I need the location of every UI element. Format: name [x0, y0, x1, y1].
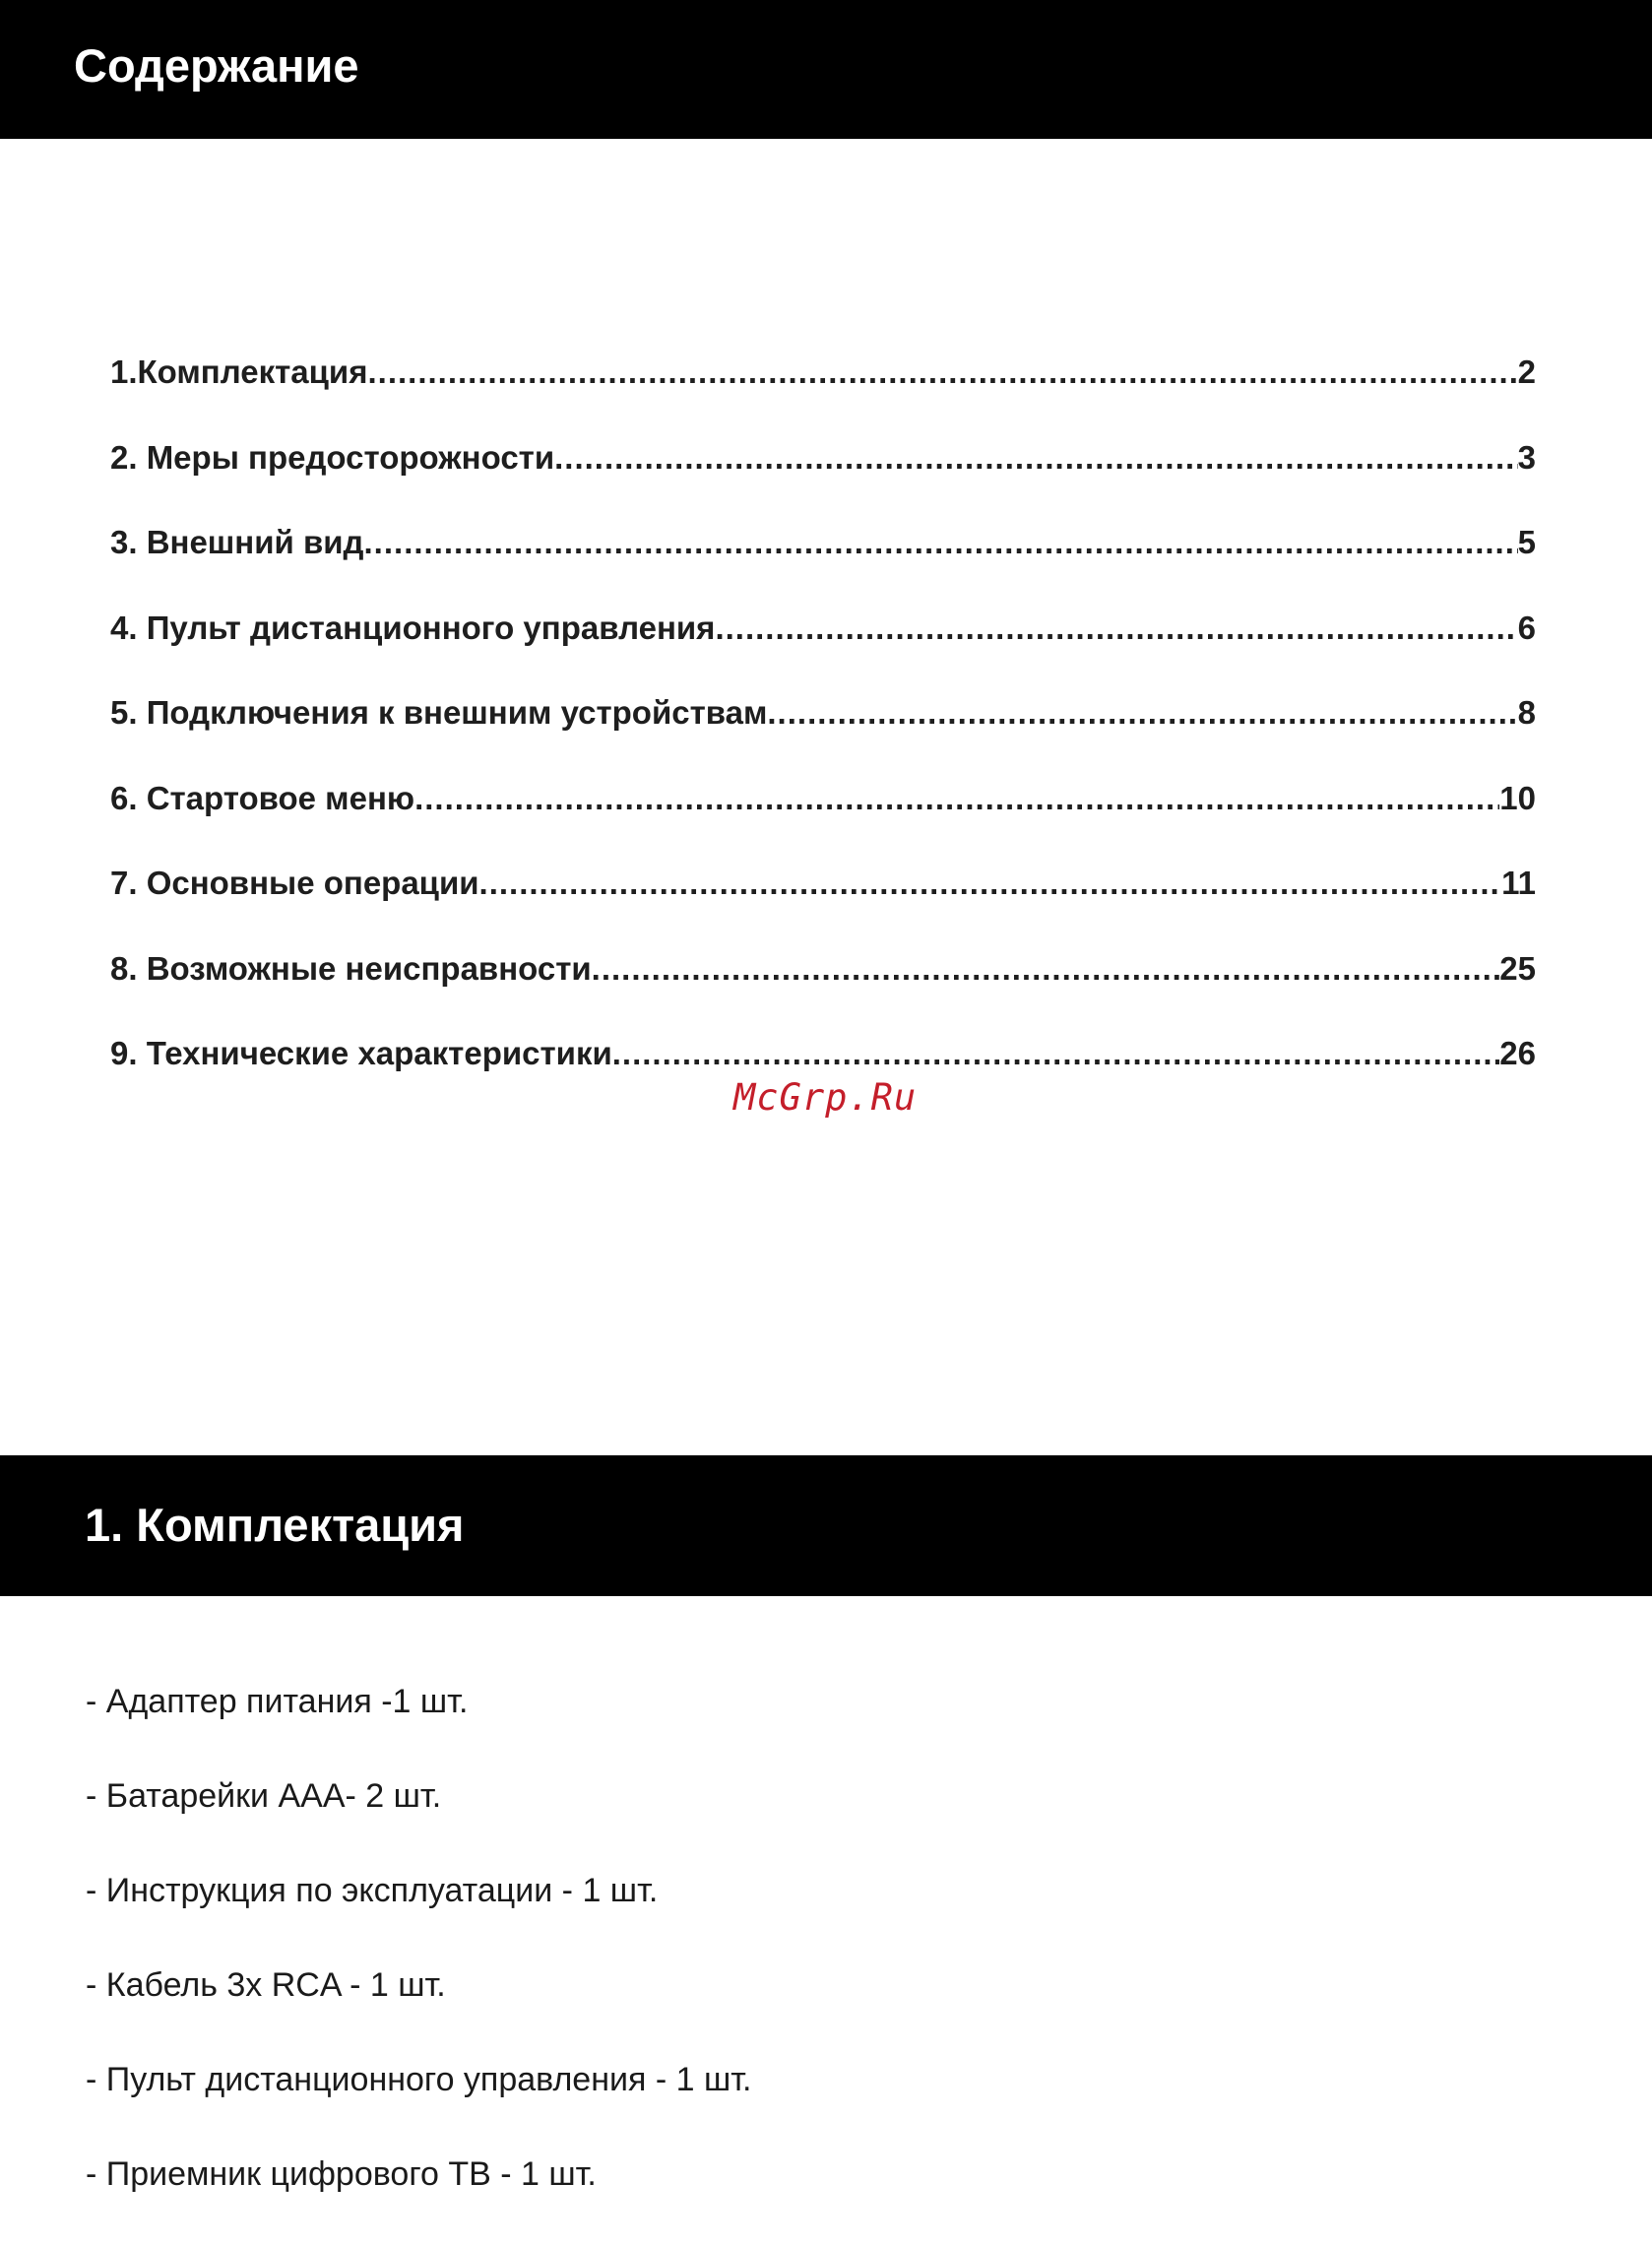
- toc-dot-leader: [479, 858, 1502, 909]
- list-item: - Инструкция по эксплуатации - 1 шт.: [86, 1872, 659, 1909]
- toc-dot-leader: [612, 1028, 1500, 1079]
- toc-entry-label: 2. Меры предосторожности: [110, 438, 555, 476]
- toc-dot-leader: [414, 773, 1499, 824]
- contents-title: Содержание: [74, 39, 359, 92]
- section-header-band: [0, 1455, 1652, 1596]
- section-title: 1. Комплектация: [85, 1499, 465, 1551]
- toc-entry[interactable]: [110, 603, 1536, 688]
- toc-dot-leader: [367, 347, 1517, 398]
- toc-entry-page: 8: [1517, 694, 1536, 731]
- toc-dot-leader: [715, 603, 1517, 654]
- toc-entry-label: 5. Подключения к внешним устройствам: [110, 694, 768, 731]
- toc-entry-label: 1.Комплектация: [110, 353, 368, 390]
- toc-entry[interactable]: [110, 773, 1536, 859]
- toc-entry[interactable]: [110, 517, 1536, 603]
- toc-entry-label: 6. Стартовое меню: [110, 779, 415, 816]
- toc-dot-leader: [554, 432, 1518, 483]
- toc-entry-page: 11: [1501, 865, 1536, 901]
- toc-entry-page: 3: [1517, 438, 1536, 476]
- list-item: - Батарейки ААА- 2 шт.: [86, 1777, 442, 1815]
- toc-entry[interactable]: [110, 347, 1536, 432]
- toc-dot-leader: [592, 943, 1500, 995]
- toc-entry-page: 6: [1517, 609, 1536, 646]
- contents-header-band: [0, 0, 1652, 139]
- toc-entry-label: 7. Основные операции: [110, 865, 479, 901]
- toc-entry-page: 25: [1499, 949, 1536, 987]
- toc-entry[interactable]: [110, 858, 1536, 943]
- toc-entry[interactable]: [110, 943, 1536, 1029]
- toc-entry-label: 3. Внешний вид: [110, 524, 364, 560]
- toc-entry-page: 10: [1499, 779, 1536, 816]
- list-item: - Пульт дистанционного управления - 1 шт.: [86, 2061, 752, 2098]
- toc-entry-page: 5: [1517, 524, 1536, 560]
- toc-dot-leader: [767, 687, 1517, 738]
- toc-entry-label: 8. Возможные неисправности: [110, 949, 592, 987]
- toc-entry[interactable]: [110, 432, 1536, 518]
- table-of-contents: [110, 347, 1536, 1114]
- toc-entry-label: 4. Пульт дистанционного управления: [110, 609, 716, 646]
- list-item: - Приемник цифрового ТВ - 1 шт.: [86, 2155, 597, 2193]
- list-item: - Кабель 3х RCA - 1 шт.: [86, 1966, 446, 2004]
- toc-entry-page: 2: [1517, 353, 1536, 390]
- toc-entry-label: 9. Технические характеристики: [110, 1035, 612, 1071]
- list-item: - Адаптер питания -1 шт.: [86, 1683, 469, 1720]
- toc-entry[interactable]: [110, 687, 1536, 773]
- package-contents-list: [86, 1680, 751, 2247]
- toc-dot-leader: [364, 517, 1518, 568]
- toc-entry-page: 26: [1499, 1035, 1536, 1071]
- watermark-link[interactable]: McGrp.Ru: [733, 1076, 918, 1119]
